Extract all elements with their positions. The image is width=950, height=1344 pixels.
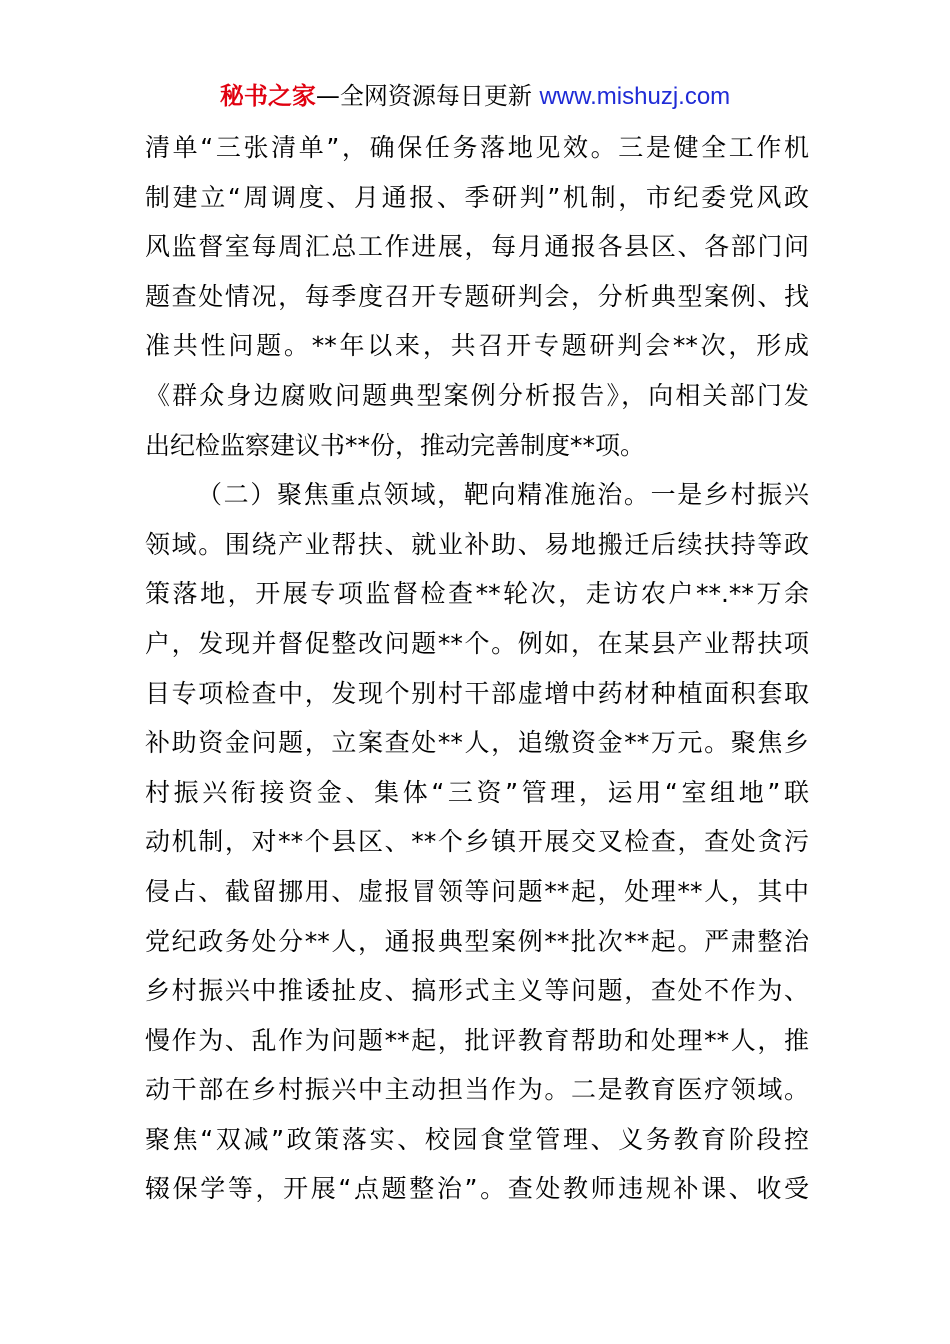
paragraph-end-line: 出纪检监察建议书**份，推动完善制度**项。	[145, 430, 646, 460]
text-line: 辍保学等，开展“点题整治”。查处教师违规补课、收受	[145, 1174, 809, 1204]
text-line: 侵占、截留挪用、虚报冒领等问题**起，处理**人，其中	[145, 876, 809, 906]
text-line: 乡村振兴中推诿扯皮、搞形式主义等问题，查处不作为、	[145, 976, 809, 1006]
text-line: 补助资金问题，立案查处**人，追缴资金**万元。聚焦乡	[145, 728, 809, 758]
text-line: 党纪政务处分**人，通报典型案例**批次**起。严肃整治	[145, 926, 809, 956]
text-line: 题查处情况，每季度召开专题研判会，分析典型案例、找	[145, 281, 809, 311]
site-url: www.mishuzj.com	[539, 83, 731, 110]
text-line: 领域。围绕产业帮扶、就业补助、易地搬迁后续扶持等政	[145, 529, 809, 559]
text-line: 村振兴衔接资金、集体“三资”管理，运用“室组地”联	[145, 777, 809, 807]
text-line: 准共性问题。**年以来，共召开专题研判会**次，形成	[145, 331, 809, 361]
site-watermark-header	[0, 78, 950, 115]
text-line: 制建立“周调度、月通报、季研判”机制，市纪委党风政	[145, 182, 809, 212]
site-tagline: —全网资源每日更新	[315, 82, 540, 110]
text-line: 清单“三张清单”，确保任务落地见效。三是健全工作机	[145, 133, 809, 162]
site-brand: 秘书之家	[219, 82, 316, 110]
text-line: 《群众身边腐败问题典型案例分析报告》，向相关部门发	[145, 380, 809, 410]
text-line: 聚焦“双减”政策落实、校园食堂管理、义务教育阶段控	[145, 1124, 809, 1154]
paragraph-start-line: （二）聚焦重点领域，靶向精准施治。一是乡村振兴	[197, 480, 809, 510]
text-line: 风监督室每周汇总工作进展，每月通报各县区、各部门问	[145, 232, 809, 262]
text-line: 慢作为、乱作为问题**起，批评教育帮助和处理**人，推	[145, 1025, 809, 1055]
text-line: 策落地，开展专项监督检查**轮次，走访农户**.**万余	[145, 579, 809, 609]
text-line: 目专项检查中，发现个别村干部虚增中药材种植面积套取	[145, 678, 809, 708]
text-line: 动机制，对**个县区、**个乡镇开展交叉检查，查处贪污	[145, 827, 809, 857]
document-body	[145, 123, 809, 1214]
text-line: 动干部在乡村振兴中主动担当作为。二是教育医疗领域。	[145, 1075, 809, 1105]
text-line: 户，发现并督促整改问题**个。例如，在某县产业帮扶项	[145, 628, 809, 658]
